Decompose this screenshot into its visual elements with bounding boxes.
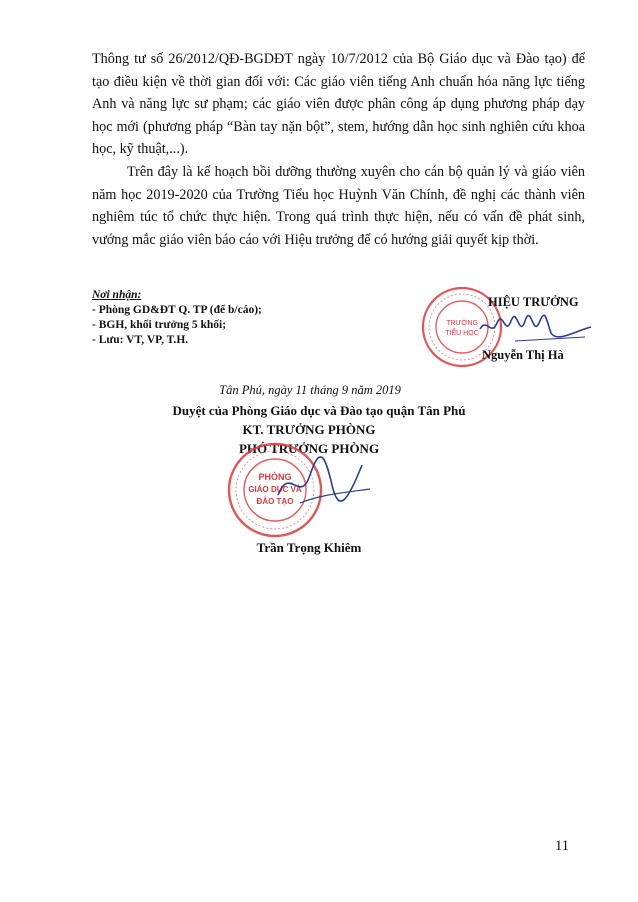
principal-title: HIỆU TRƯỞNG bbox=[488, 295, 579, 309]
recipient-item: - BGH, khối trưởng 5 khối; bbox=[92, 319, 227, 331]
principal-signature-icon bbox=[475, 307, 595, 347]
principal-name: Nguyễn Thị Hà bbox=[482, 348, 564, 362]
approval-heading: Duyệt của Phòng Giáo dục và Đào tạo quận Tân Phú bbox=[172, 403, 466, 418]
recipient-item: - Lưu: VT, VP, T.H. bbox=[92, 334, 189, 346]
recipients-title: Nơi nhận: bbox=[92, 289, 142, 301]
approval-kt-title: KT. TRƯỞNG PHÒNG bbox=[242, 422, 376, 437]
svg-text:GIÁO DỤC VÀ: GIÁO DỤC VÀ bbox=[248, 485, 302, 494]
svg-text:PHÒNG: PHÒNG bbox=[258, 472, 292, 482]
body-paragraph-1: Thông tư số 26/2012/QĐ-BGDĐT ngày 10/7/2012 của Bộ Giáo dục và Đào tạo) để tạo điều kiện về thời gian đối với: Các giáo viên tiếng Anh chuẩn hóa năng lực tiếng Anh và năng lực sư phạm; các giáo viên được phân công áp dụng phương pháp dạy học mới (phương pháp “Bàn tay nặn bột”, stem, hướng dẫn học sinh nghiên cứu khoa học, kỹ thuật,...). bbox=[92, 51, 585, 158]
deputy-name: Trần Trọng Khiêm bbox=[256, 540, 362, 555]
deputy-signature-icon bbox=[270, 445, 380, 515]
body-paragraph-2: Trên đây là kế hoạch bồi dưỡng thường xuyên cho cán bộ quản lý và giáo viên năm học 2019-2020 của Trường Tiểu học Huỳnh Văn Chính, đề nghị các thành viên nghiêm túc tổ chức thực hiện. Trong quá trình thực hiện, nếu có vấn đề phát sinh, vướng mắc giáo viên báo cáo với Hiệu trưởng để có hướng giải quyết kịp thời. bbox=[92, 164, 585, 248]
recipient-item: - Phòng GD&ĐT Q. TP (để b/cáo); bbox=[92, 304, 262, 316]
svg-text:TIỂU HỌC: TIỂU HỌC bbox=[445, 330, 479, 337]
recipients-block bbox=[92, 288, 262, 348]
svg-text:TRƯỜNG: TRƯỜNG bbox=[446, 320, 478, 327]
approval-date: Tân Phú, ngày 11 tháng 9 năm 2019 bbox=[219, 383, 401, 397]
page-number: 11 bbox=[555, 838, 569, 854]
approval-deputy-title: PHÓ TRƯỞNG PHÒNG bbox=[238, 441, 380, 456]
principal-signature-block bbox=[410, 285, 600, 375]
svg-text:ĐÀO TẠO: ĐÀO TẠO bbox=[256, 497, 294, 506]
